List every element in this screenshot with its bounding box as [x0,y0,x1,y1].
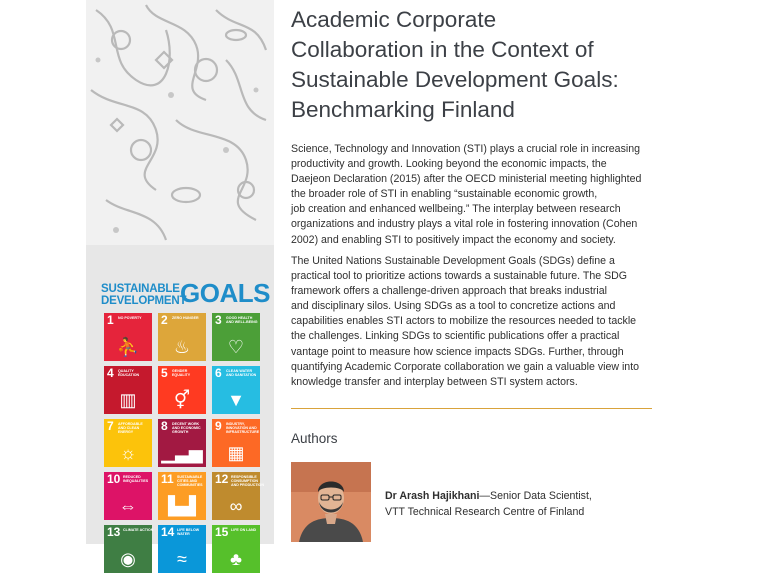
sdg-tile-number: 6 [215,366,222,380]
book-icon: ▥ [119,390,137,410]
sdg-tile-12 [212,472,264,520]
sdg-tile-7 [104,419,152,467]
author-role: —Senior Data Scientist, [479,490,592,502]
paragraph-line: job creation and enhanced wellbeing.” The interplay between research [291,203,621,216]
sdg-tile-label: SUSTAINABLE CITIES AND COMMUNITIES [177,475,203,488]
city-icon: ▙▟ [168,496,196,516]
paragraph-line: organizations and industry plays a vital role in fostering innovation (Cohen [291,218,638,231]
gender-icon: ⚥ [173,390,191,410]
sdg-tile-label: GOOD HEALTH AND WELL-BEING [226,316,258,325]
sdg-logo-line2: DEVELOPMENT [101,295,187,307]
sdg-tile-number: 10 [107,472,121,486]
sdg-tile-label: NO POVERTY [118,316,142,320]
sdg-tile-9 [212,419,260,467]
title-line: Collaboration in the Context of [291,37,594,62]
sdg-tile-label: DECENT WORK AND ECONOMIC GROWTH [172,422,201,435]
sdg-tile-number: 14 [161,525,175,539]
sdg-tile-number: 12 [215,472,229,486]
page-title [291,5,691,125]
sdg-tile-label: QUALITY EDUCATION [118,369,140,378]
sdg-tile-5 [158,366,206,414]
intro-paragraph [291,142,661,248]
sdg-tile-3 [212,313,260,361]
sdg-tile-label: GENDER EQUALITY [172,369,191,378]
sdg-logo-goals: GOALS [180,278,270,308]
paragraph-line: knowledge transfer and interplay between STI system actors. [291,375,578,388]
fish-icon: ≈ [177,549,187,569]
sdg-tile-2 [158,313,206,361]
sdg-tile-11 [158,472,206,520]
sdg-tile-number: 9 [215,419,222,433]
paragraph-line: Daejeon Declaration (2015) after the OECD ministerial meeting highlighted [291,173,642,186]
sdg-tile-4 [104,366,152,414]
sdg-tile-number: 15 [215,525,229,539]
section-divider [291,408,652,409]
paragraph-line: Science, Technology and Innovation (STI) plays a crucial role in increasing [291,143,640,155]
sdg-tile-15 [212,525,260,573]
growth-chart-icon: ▁▃▅ [161,443,203,463]
paragraph-line: 2002) and enabling STI to positively impact the economy and society. [291,233,616,246]
person-photo-icon [291,462,371,542]
sdg-tile-label: REDUCED INEQUALITIES [123,475,149,484]
water-icon: ▼ [227,390,245,410]
paragraph-line: vantage point to measure how science impacts SDGs. Further, through [291,345,624,358]
author-name: Dr Arash Hajikhani [385,490,480,502]
sdg-tile-label: ZERO HUNGER [172,316,199,320]
sdg-tile-number: 2 [161,313,168,327]
paragraph-line: and disciplinary silos. Using SDGs as a tool to concretize actions and [291,300,616,313]
sdg-tile-number: 4 [107,366,114,380]
title-line: Benchmarking Finland [291,97,515,122]
author-name-line [385,490,592,502]
equality-icon: ⇔ [119,496,137,516]
sdg-tile-number: 3 [215,313,222,327]
heartbeat-icon: ♡ [227,337,245,357]
sdg-tile-10 [104,472,152,520]
family-icon: ⛹ [116,337,140,357]
floral-ornament-icon [86,0,274,245]
sdg-tile-number: 7 [107,419,114,433]
sdg-paragraph [291,254,661,390]
sdg-tile-number: 8 [161,419,168,433]
authors-heading: Authors [291,431,338,446]
sdg-tile-label: RESPONSIBLE CONSUMPTION AND PRODUCTION [231,475,264,488]
sdg-logo-line1: SUSTAINABLE [101,283,180,295]
sdg-tile-label: INDUSTRY, INNOVATION AND INFRASTRUCTURE [226,422,260,435]
sdg-tile-label: LIFE BELOW WATER [177,528,200,537]
sdg-tile-label: AFFORDABLE AND CLEAN ENERGY [118,422,143,435]
sdg-tile-number: 11 [161,472,174,486]
sdg-tile-label: CLIMATE ACTION [123,528,154,532]
eye-icon: ◉ [120,549,136,569]
sdg-tile-number: 13 [107,525,121,539]
paragraph-line: quantifying Academic Corporate collaboration we gain a valuable view into [291,360,640,373]
title-line: Academic Corporate [291,7,497,32]
paragraph-line: The United Nations Sustainable Development Goals (SDGs) define a [291,255,615,267]
author-organization: VTT Technical Research Centre of Finland [385,506,585,518]
paragraph-line: capabilities enables STI actors to mobilize the resources needed to tackle [291,315,637,328]
sdg-logo [101,278,270,308]
sdg-tile-label: CLEAN WATER AND SANITATION [226,369,257,378]
sdg-tile-number: 5 [161,366,168,380]
sdg-tile-13 [104,525,152,573]
paragraph-line: the broader role of STI in enabling “sustainable economic growth, [291,188,598,201]
bowl-icon: ♨ [173,337,191,357]
sdg-tile-1 [104,313,152,361]
cubes-icon: ▦ [227,443,245,463]
author-avatar [291,462,371,542]
paragraph-line: framework offers a challenge-driven approach that breaks industrial [291,285,608,298]
sun-icon: ☼ [119,443,137,463]
sdg-tile-number: 1 [107,313,114,327]
title-line: Sustainable Development Goals: [291,67,619,92]
sdg-tile-8 [158,419,206,467]
paragraph-line: practical tool to prioritize actions towards a sustainable future. The SDG [291,270,628,283]
sdg-tile-14 [158,525,206,573]
tree-icon: ♣ [230,549,242,569]
paragraph-line: the challenges. Linking SDGs to scientific publications offer a practical [291,330,620,343]
sdg-tile-6 [212,366,260,414]
infinity-icon: ∞ [229,496,243,516]
paragraph-line: productivity and growth. Looking beyond the economic impacts, the [291,158,607,171]
sdg-tile-label: LIFE ON LAND [231,528,257,532]
